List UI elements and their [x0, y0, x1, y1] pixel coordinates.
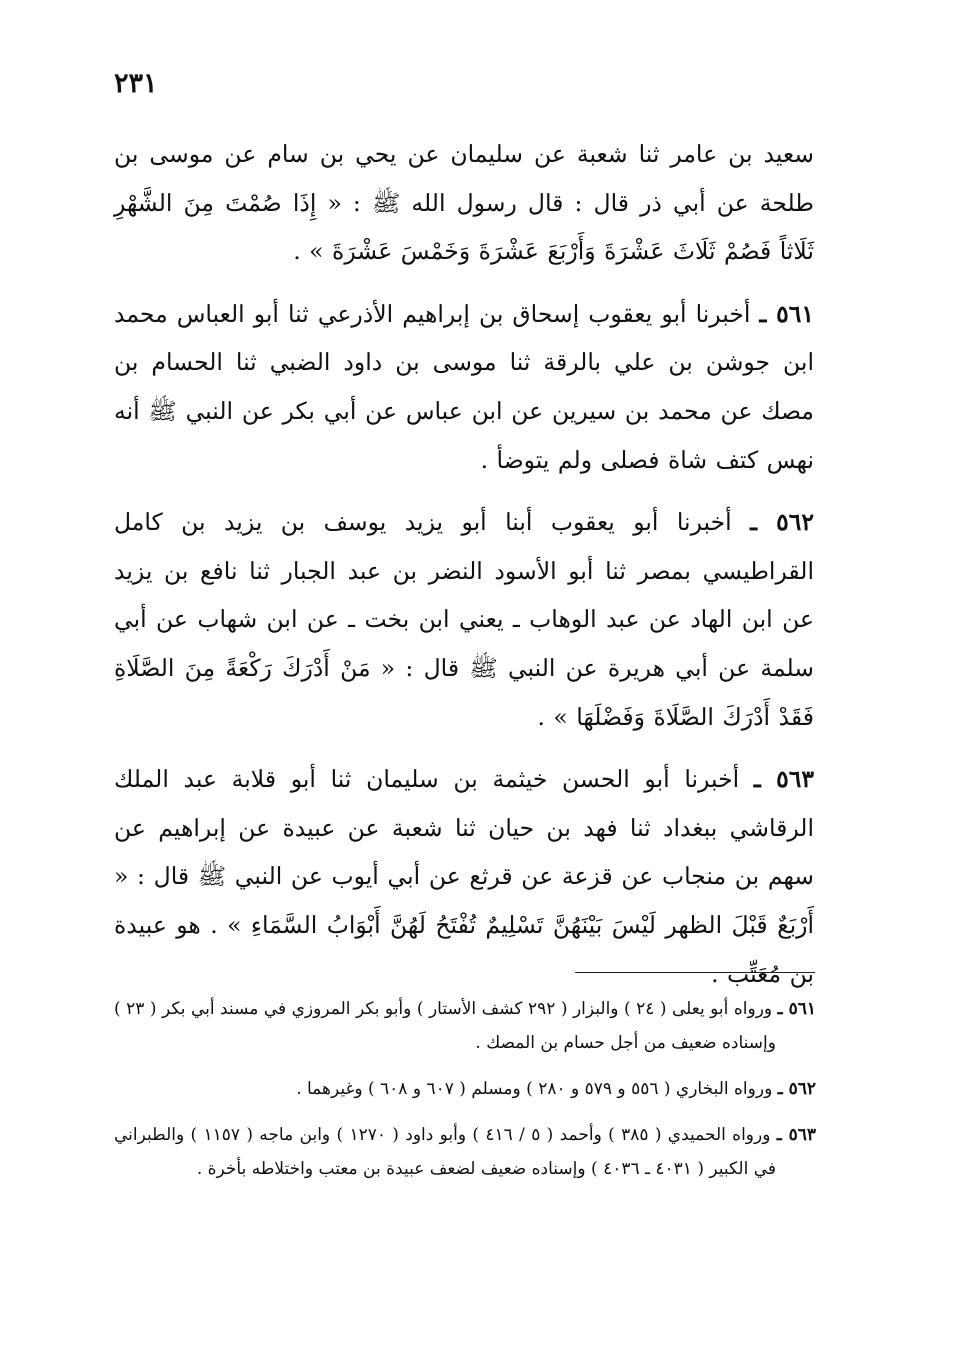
hadith-paragraph	[114, 498, 814, 741]
footnote-text: ورواه الحميدي ( ٣٨٥ ) وأحمد ( ٥ / ٤١٦ ) وأبو داود ( ١٢٧٠ ) وابن ماجه ( ١١٥٧ ) والطبراني في الكبير ( ٤٠٣١ ـ ٤٠٣٦ ) وإسناده ضعيف لضعف عبيدة بن معتب واختلاطه بأخرة .	[114, 1125, 776, 1179]
hadith-paragraph	[114, 130, 814, 276]
hadith-text: أخبرنا أبو يعقوب إسحاق بن إبراهيم الأذرعي ثنا أبو العباس محمد ابن جوشن بن علي بالرقة ثنا موسى بن داود الضبي ثنا الحسام بن مصك عن محمد بن سيرين عن ابن عباس عن أبي بكر عن النبي ﷺ أنه نهس كتف شاة فصلى ولم يتوضأ .	[114, 299, 814, 474]
footnote-divider	[575, 972, 815, 973]
hadith-text: سعيد بن عامر ثنا شعبة عن سليمان عن يحي بن سام عن موسى بن طلحة عن أبي ذر قال : قال رسول الله ﷺ : « إِذَا صُمْتَ مِنَ الشَّهْرِ ثَلَاثاً فَصُمْ ثَلَاثَ عَشْرَةَ وَأَرْبَعَ عَشْرَةَ وَخَمْسَ عَشْرَةَ » .	[114, 140, 814, 266]
hadith-text: أخبرنا أبو الحسن خيثمة بن سليمان ثنا أبو قلابة عبد الملك الرقاشي ببغداد ثنا فهد بن حيان ثنا شعبة عن عبيدة عن إبراهيم عن سهم بن منجاب عن قزعة عن قرثع عن أبي أيوب عن النبي ﷺ قال : « أَرْبَعٌ قَبْلَ الظهر لَيْسَ بَيْنَهُنَّ تَسْلِيمٌ تُفْتَحُ لَهُنَّ أَبْوَابُ السَّمَاءِ » . هو عبيدة بن مُعَتِّب .	[114, 765, 814, 988]
footnote	[114, 1072, 816, 1106]
footnotes	[114, 992, 816, 1198]
hadith-number: ٥٦٣ ـ	[753, 765, 814, 794]
main-text	[114, 130, 814, 1012]
footnote-text: ورواه أبو يعلى ( ٢٤ ) والبزار ( ٢٩٢ كشف الأستار ) وأبو بكر المروزي في مسند أبي بكر ( ٢٣ ) وإسناده ضعيف من أجل حسام بن المصك .	[114, 999, 776, 1053]
footnote-number: ٥٦٢ ـ	[777, 1079, 816, 1099]
hadith-paragraph	[114, 290, 814, 484]
footnote	[114, 992, 816, 1060]
hadith-paragraph	[114, 755, 814, 998]
hadith-number: ٥٦١ ـ	[759, 299, 814, 328]
hadith-number: ٥٦٢ ـ	[750, 508, 814, 537]
footnote-number: ٥٦١ ـ	[777, 999, 817, 1019]
footnote-text: ورواه البخاري ( ٥٥٦ و ٥٧٩ و ٢٨٠ ) ومسلم ( ٦٠٧ و ٦٠٨ ) وغيرهما .	[296, 1079, 773, 1099]
footnote-number: ٥٦٣ ـ	[776, 1125, 816, 1145]
page-number: ٢٣١	[114, 68, 158, 99]
footnote	[114, 1118, 816, 1186]
hadith-text: أخبرنا أبو يعقوب أبنا أبو يزيد يوسف بن يزيد بن كامل القراطيسي بمصر ثنا أبو الأسود النضر بن عبد الجبار ثنا نافع بن يزيد عن ابن الهاد عن عبد الوهاب ـ يعني ابن بخت ـ عن ابن شهاب عن أبي سلمة عن أبي هريرة عن النبي ﷺ قال : « مَنْ أَدْرَكَ رَكْعَةً مِنَ الصَّلَاةِ فَقَدْ أَدْرَكَ الصَّلَاةَ وَفَضْلَهَا » .	[114, 508, 814, 731]
